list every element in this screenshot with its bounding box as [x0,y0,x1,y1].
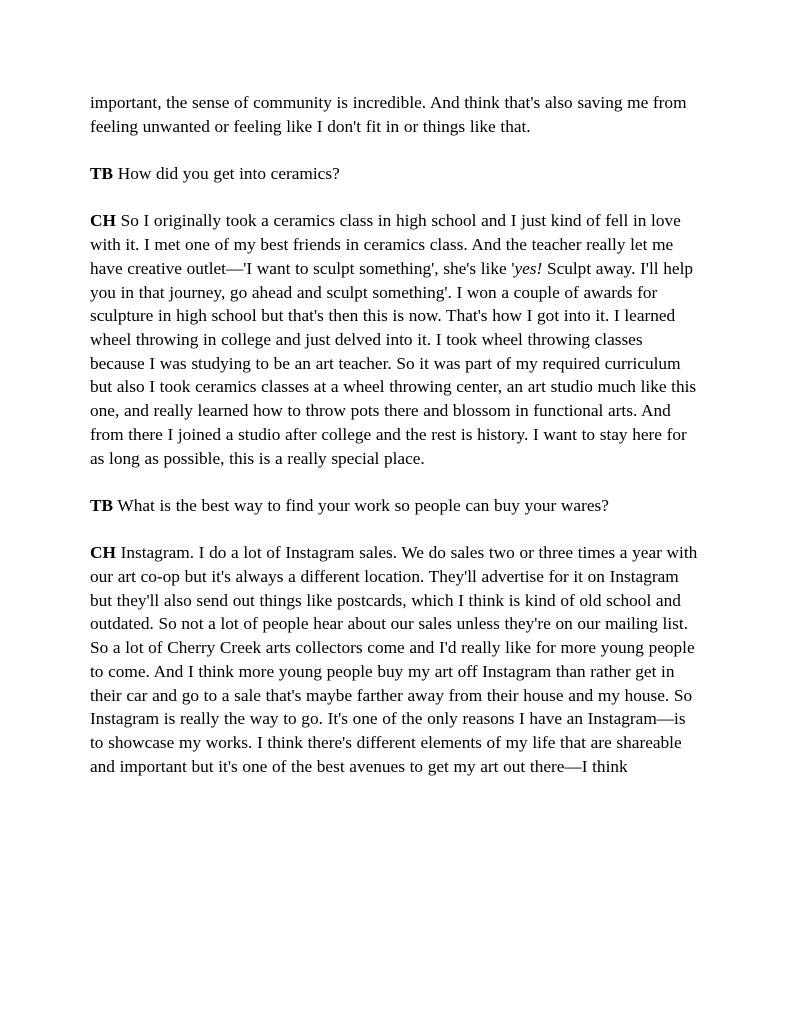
speaker-label-ch: CH [90,211,116,231]
answer-text-part2: Sculpt away. I'll help you in that journey, go ahead and sculpt something'. I won a couple of awards for sculpture in high school but that's then this is now. That's how I got into it. I learned wheel throwing in college and just delved into it. I took wheel throwing classes because I was studying to be an art teacher. So it was part of my required curriculum but also I took ceramics classes at a wheel throwing center, an art studio much like this one, and really learned how to throw pots there and blossom in functional arts. And from there I joined a studio after college and the rest is history. I want to stay here for as long as possible, this is a really special place. [90,258,697,468]
speaker-label-tb: TB [90,495,114,515]
paragraph-question-find-work [90,494,701,518]
answer-text-part1: So I originally took a ceramics class in high school and I just kind of fell in love with it. I met one of my best friends in ceramics class. And the teacher really let me have creative outlet—'I want to sculpt something', she's like ' [90,211,681,278]
answer-text-italic: yes! [514,258,543,278]
speaker-label-ch: CH [90,543,116,563]
speaker-label-tb: TB [90,164,114,184]
paragraph-question-ceramics [90,162,701,186]
paragraph-text: important, the sense of community is incredible. And think that's also saving me from feeling unwanted or feeling like I don't fit in or things like that. [90,93,687,136]
question-text: What is the best way to find your work so people can buy your wares? [113,495,609,515]
answer-text: Instagram. I do a lot of Instagram sales. We do sales two or three times a year with our art co-op but it's always a different location. They'll advertise for it on Instagram but they'll also send out things like postcards, which I think is kind of old school and outdated. So not a lot of people hear about our sales unless they're on our mailing list. So a lot of Cherry Creek arts collectors come and I'd really like for more young people to come. And I think more young people buy my art off Instagram than rather get in their car and go to a sale that's maybe farther away from their house and my house. So Instagram is really the way to go. It's one of the only reasons I have an Instagram—is to showcase my works. I think there's different elements of my life that are shareable and important but it's one of the best avenues to get my art out there—I think [90,543,698,776]
paragraph-answer-ceramics [90,209,701,470]
paragraph-answer-continuation [90,91,701,138]
question-text: How did you get into ceramics? [113,164,340,184]
paragraph-answer-instagram [90,541,701,778]
